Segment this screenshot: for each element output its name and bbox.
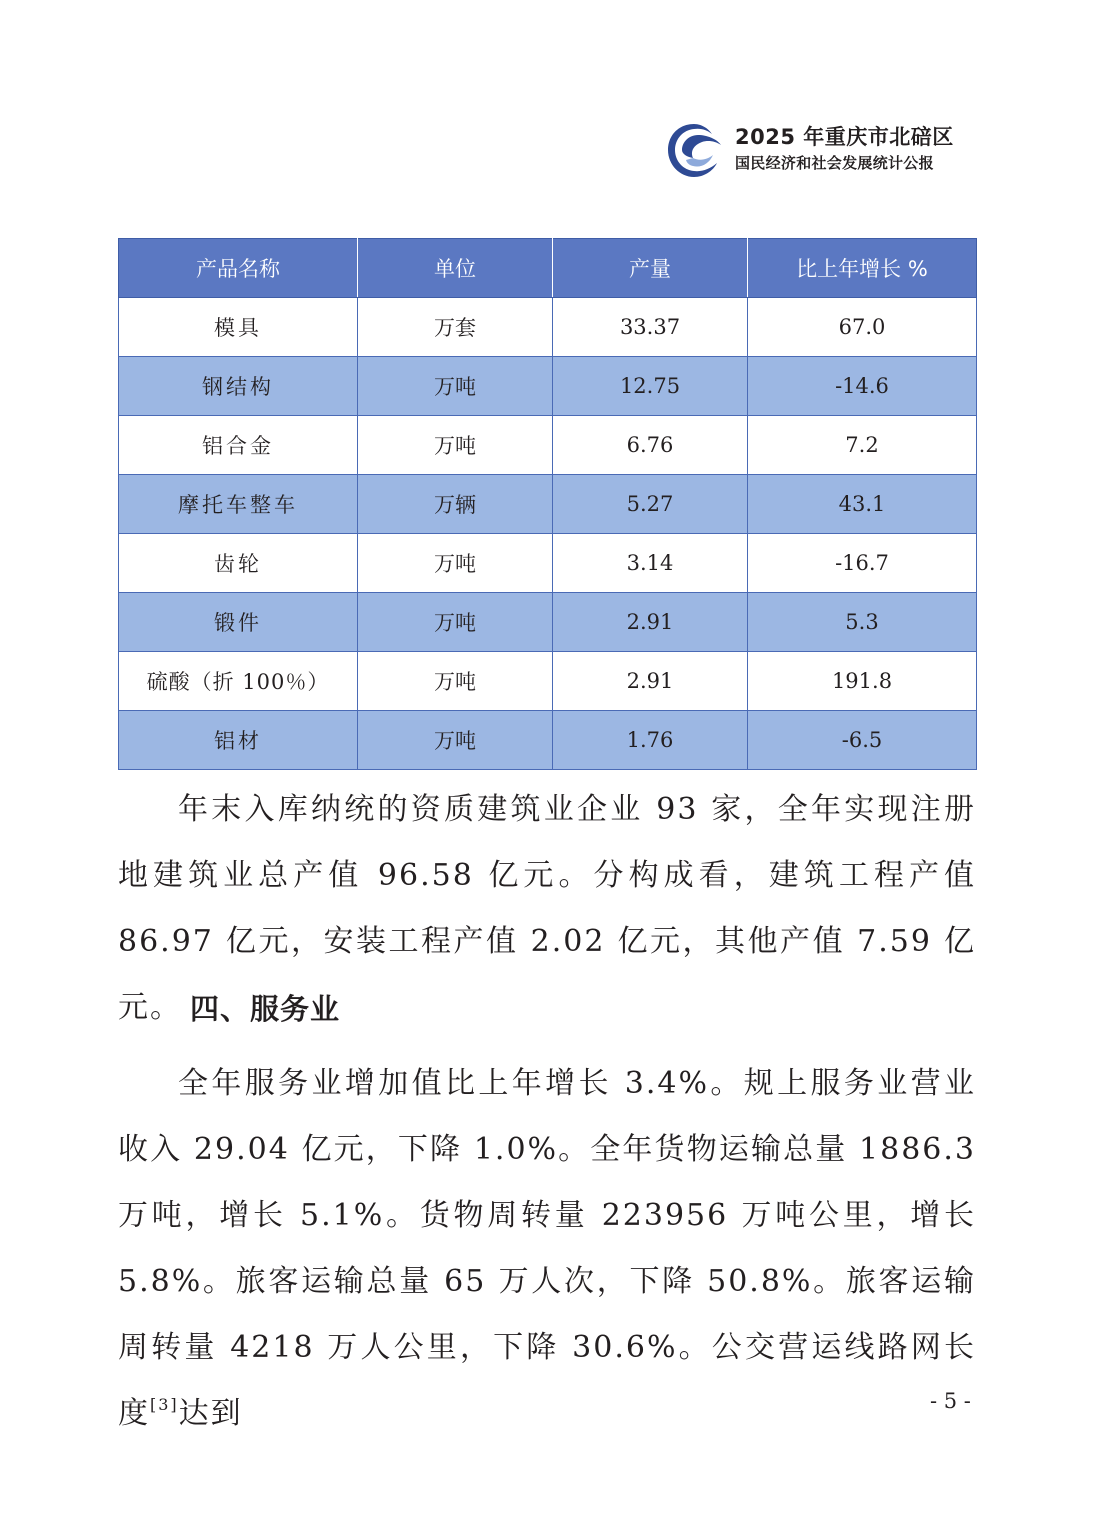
output-cell: 2.91 xyxy=(553,593,748,652)
table-row xyxy=(119,534,977,593)
unit-cell: 万吨 xyxy=(358,652,553,711)
growth-cell: 191.8 xyxy=(748,652,977,711)
growth-cell: -14.6 xyxy=(748,357,977,416)
table-row xyxy=(119,652,977,711)
report-title: 2025 年重庆市北碚区 xyxy=(735,125,954,149)
output-cell: 1.76 xyxy=(553,711,748,770)
table-row xyxy=(119,593,977,652)
construction-paragraph: 年末入库纳统的资质建筑业企业 93 家，全年实现注册地建筑业总产值 96.58 亿元。分构成看，建筑工程产值 86.97 亿元，安装工程产值 2.02 亿元，其他产值 7.59 亿元。 xyxy=(118,792,976,1025)
output-cell: 3.14 xyxy=(553,534,748,593)
unit-cell: 万吨 xyxy=(358,534,553,593)
product-name-cell: 齿轮 xyxy=(119,534,358,593)
output-cell: 6.76 xyxy=(553,416,748,475)
header-text xyxy=(735,122,954,174)
table-header-row xyxy=(119,239,977,298)
growth-cell: -6.5 xyxy=(748,711,977,770)
growth-cell: 5.3 xyxy=(748,593,977,652)
page-number: - 5 - xyxy=(930,1389,971,1413)
unit-cell: 万辆 xyxy=(358,475,553,534)
unit-cell: 万吨 xyxy=(358,593,553,652)
header-unit: 单位 xyxy=(358,239,553,298)
header-growth: 比上年增长 % xyxy=(748,239,977,298)
growth-cell: 7.2 xyxy=(748,416,977,475)
product-output-table xyxy=(118,238,977,770)
statistics-logo-icon xyxy=(663,120,725,182)
product-name-cell: 模具 xyxy=(119,298,358,357)
output-cell: 33.37 xyxy=(553,298,748,357)
header-output: 产量 xyxy=(553,239,748,298)
table-row xyxy=(119,298,977,357)
section-heading: 四、服务业 xyxy=(190,992,341,1026)
report-subtitle: 国民经济和社会发展统计公报 xyxy=(735,154,934,172)
table-row xyxy=(119,711,977,770)
unit-cell: 万吨 xyxy=(358,416,553,475)
report-header xyxy=(663,120,983,182)
unit-cell: 万吨 xyxy=(358,711,553,770)
footnote-reference[interactable]: [3] xyxy=(150,1395,179,1415)
services-text-continued: 达到 xyxy=(178,1396,243,1431)
table-row xyxy=(119,475,977,534)
product-name-cell: 摩托车整车 xyxy=(119,475,358,534)
growth-cell: 67.0 xyxy=(748,298,977,357)
growth-cell: 43.1 xyxy=(748,475,977,534)
table-row xyxy=(119,357,977,416)
table-row xyxy=(119,416,977,475)
header-product-name: 产品名称 xyxy=(119,239,358,298)
unit-cell: 万套 xyxy=(358,298,553,357)
logo-inner-wave xyxy=(682,135,721,158)
logo-outer-arc xyxy=(668,124,717,177)
unit-cell: 万吨 xyxy=(358,357,553,416)
product-name-cell: 铝材 xyxy=(119,711,358,770)
product-name-cell: 锻件 xyxy=(119,593,358,652)
product-name-cell: 硫酸（折 100％） xyxy=(119,652,358,711)
output-cell: 12.75 xyxy=(553,357,748,416)
product-name-cell: 钢结构 xyxy=(119,357,358,416)
services-paragraph xyxy=(118,1051,976,1447)
output-cell: 2.91 xyxy=(553,652,748,711)
output-cell: 5.27 xyxy=(553,475,748,534)
growth-cell: -16.7 xyxy=(748,534,977,593)
product-name-cell: 铝合金 xyxy=(119,416,358,475)
services-text: 全年服务业增加值比上年增长 3.4%。规上服务业营业收入 29.04 亿元，下降 1.0%。全年货物运输总量 1886.3 万吨，增长 5.1%。货物周转量 223956 万吨公里，增长 5.8%。旅客运输总量 65 万人次，下降 50.8%。旅客运输周转量 4218 万人公里，下降 30.6%。公交营运线路网长度 xyxy=(118,1066,976,1431)
